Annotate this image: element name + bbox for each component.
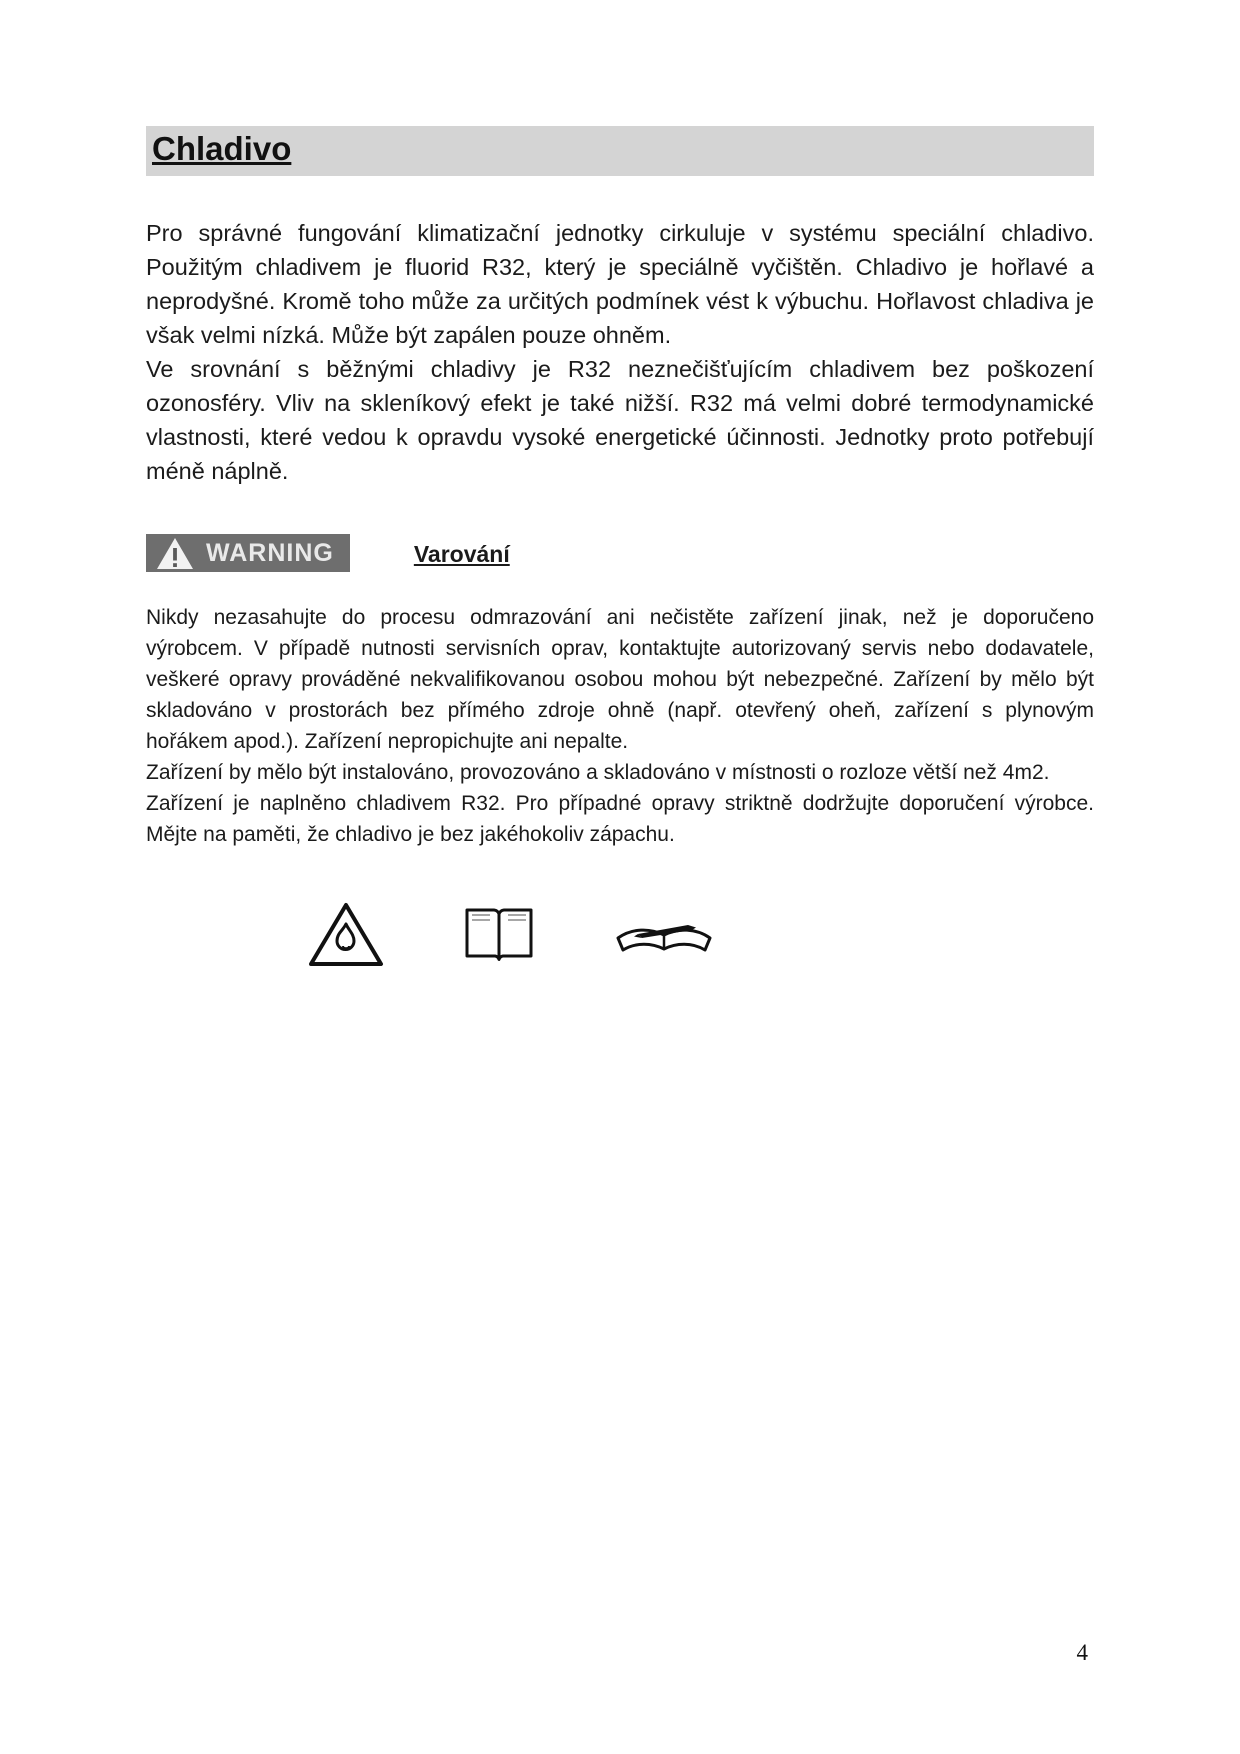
page-number: 4 (1076, 1640, 1088, 1665)
flammable-warning-icon (306, 900, 386, 970)
read-manual-pen-icon (612, 911, 716, 959)
section-title-bar (146, 126, 1094, 176)
warning-badge (146, 534, 350, 572)
intro-section (146, 216, 1094, 488)
warning-paragraph-3: Zařízení je naplněno chladivem R32. Pro případné opravy striktně dodržujte doporučení výrobce. Mějte na paměti, že chladivo je bez jakéhokoliv zápachu. (146, 792, 1094, 846)
warning-paragraph-2: Zařízení by mělo být instalováno, provozováno a skladováno v místnosti o rozloze větší než 4m2. (146, 761, 1050, 784)
safety-icons-row (306, 900, 1094, 970)
warning-heading: Varování (413, 541, 510, 567)
warning-triangle-icon (156, 537, 194, 570)
page-title: Chladivo (152, 130, 292, 167)
intro-paragraph-1: Pro správné fungování klimatizační jednotky cirkuluje v systému speciální chladivo. Použitým chladivem je fluorid R32, který je speciálně vyčištěn. Chladivo je hořlavé a neprodyšné. Kromě toho může za určitých podmínek vést k výbuchu. Hořlavost chladiva je však velmi nízká. Může být zapálen pouze ohněm. (146, 220, 1094, 348)
warning-badge-label: WARNING (206, 538, 334, 567)
warning-paragraph-1: Nikdy nezasahujte do procesu odmrazování ani nečistěte zařízení jinak, než je doporučeno výrobcem. V případě nutnosti servisních oprav, kontaktujte autorizovaný servis nebo dodavatele, veškeré opravy prováděné nekvalifikovanou osobou mohou být nebezpečné. Zařízení by mělo být skladováno v prostorách bez přímého zdroje ohně (např. otevřený oheň, zařízení s plynovým hořákem apod.). Zařízení nepropichujte ani nepalte. (146, 606, 1094, 753)
warning-header-row (146, 534, 1094, 572)
warning-section (146, 602, 1094, 850)
open-manual-icon (458, 905, 540, 965)
intro-paragraph-2: Ve srovnání s běžnými chladivy je R32 neznečišťujícím chladivem bez poškození ozonosféry. Vliv na skleníkový efekt je také nižší. R32 má velmi dobré termodynamické vlastnosti, které vedou k opravdu vysoké energetické účinnosti. Jednotky proto potřebují méně náplně. (146, 356, 1094, 484)
